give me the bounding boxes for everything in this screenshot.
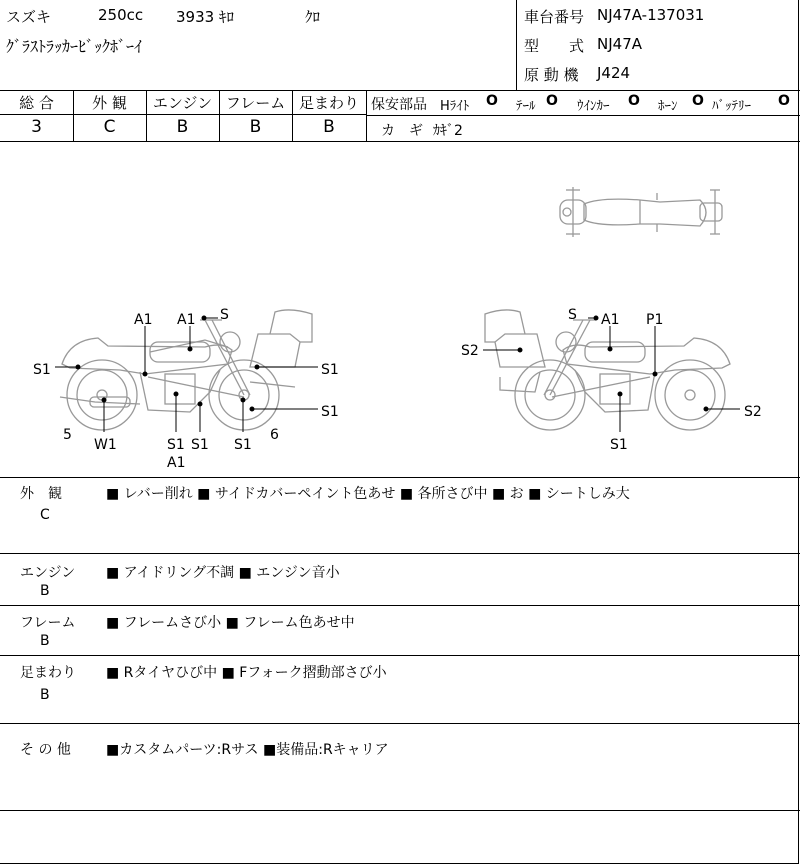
- safety-mark-horn: O: [692, 93, 704, 109]
- grade-value-overall: 3: [31, 117, 42, 137]
- grade-label-frame: フレーム: [225, 94, 286, 112]
- safety-item-battery: ﾊﾞｯﾃﾘｰ: [712, 99, 751, 114]
- note-label-engine: エンジン: [20, 565, 76, 581]
- note-grade-exterior: C: [40, 507, 50, 523]
- note-label-frame: フレーム: [20, 615, 76, 631]
- note-label-suspension: 足まわり: [20, 665, 76, 681]
- note-label-exterior: 外 観: [20, 486, 62, 502]
- note-grade-frame: B: [40, 633, 50, 649]
- diagram-label: 5: [63, 427, 72, 443]
- diagram-label: S: [568, 307, 577, 323]
- diagram-label: 6: [270, 427, 279, 443]
- diagram-label: S1: [610, 437, 628, 453]
- note-text-suspension: ■ Rタイヤひび中 ■ Fフォーク摺動部さび小: [106, 665, 387, 681]
- engine-label: 原 動 機: [524, 66, 579, 84]
- note-text-frame: ■ フレームさび小 ■ フレーム色あせ中: [106, 615, 355, 631]
- safety-mark-tail: O: [546, 93, 558, 109]
- note-label-other: そ の 他: [20, 742, 71, 758]
- diagram-label: P1: [646, 312, 664, 328]
- rule: [0, 553, 800, 554]
- diagram-label: S: [220, 307, 229, 323]
- diagram-label: S1: [191, 437, 209, 453]
- diagram-label: S1: [167, 437, 185, 453]
- safety-item-tail: ﾃｰﾙ: [516, 99, 536, 114]
- diagram-label: S1: [321, 362, 339, 378]
- grade-value-engine: B: [176, 117, 189, 137]
- rule: [366, 90, 367, 141]
- safety-mark-headlight: O: [486, 93, 498, 109]
- diagram-label: S2: [461, 343, 479, 359]
- note-text-exterior: ■ レバー削れ ■ サイドカバーペイント色あせ ■ 各所さび中 ■ お ■ シートしみ大: [106, 486, 630, 502]
- note-text-other: ■カスタムパーツ:Rサス ■装備品:Rキャリア: [106, 742, 389, 758]
- note-grade-suspension: B: [40, 687, 50, 703]
- safety-item-winker: ｳｲﾝｶｰ: [577, 99, 610, 114]
- grade-label-engine: エンジン: [152, 94, 213, 112]
- rule: [0, 114, 366, 115]
- rule: [0, 723, 800, 724]
- grade-label-exterior: 外 観: [92, 94, 127, 112]
- safety-mark-battery: O: [778, 93, 790, 109]
- rule: [366, 115, 800, 116]
- safety-mark-winker: O: [628, 93, 640, 109]
- rule: [0, 655, 800, 656]
- key-value: ｶｷﾞ2: [433, 123, 463, 139]
- rule: [0, 90, 800, 91]
- diagram-label: A1: [134, 312, 153, 328]
- safety-label: 保安部品: [371, 97, 427, 113]
- mileage: 3933 ｷﾛ: [176, 8, 234, 26]
- diagram-label: A1: [601, 312, 620, 328]
- safety-item-horn: ﾎｰﾝ: [658, 99, 678, 114]
- diagram-label: S1: [33, 362, 51, 378]
- grade-value-frame: B: [249, 117, 262, 137]
- header-divider: [516, 0, 517, 90]
- frame-no-label: 車台番号: [524, 8, 585, 26]
- diagram-label: A1: [167, 455, 186, 471]
- grade-value-exterior: C: [103, 117, 116, 137]
- rule: [0, 810, 800, 811]
- grade-value-suspension: B: [323, 117, 335, 137]
- type-label: 型 式: [524, 37, 585, 55]
- grade-label-overall: 総 合: [19, 94, 54, 112]
- note-text-engine: ■ アイドリング不調 ■ エンジン音小: [106, 565, 340, 581]
- diagram-label: W1: [94, 437, 117, 453]
- key-label: カ ギ: [381, 123, 423, 139]
- grade-label-suspension: 足まわり: [298, 94, 359, 112]
- rule: [0, 605, 800, 606]
- model-name: ｸﾞﾗｽﾄﾗｯｶｰﾋﾞｯｸﾎﾞｰｲ: [6, 37, 143, 56]
- maker: スズキ: [6, 8, 52, 26]
- engine-value: J424: [597, 64, 631, 82]
- displacement: 250cc: [98, 6, 144, 24]
- color: ｸﾛ: [305, 8, 321, 26]
- safety-item-headlight: Hﾗｲﾄ: [440, 99, 470, 114]
- bike-top-view: [560, 187, 722, 237]
- frame-no: NJ47A-137031: [597, 6, 705, 24]
- bike-diagram: [0, 142, 800, 477]
- diagram-label: S1: [234, 437, 252, 453]
- diagram-label: S2: [744, 404, 762, 420]
- diagram-label: A1: [177, 312, 196, 328]
- rule: [0, 477, 800, 478]
- diagram-label: S1: [321, 404, 339, 420]
- note-grade-engine: B: [40, 583, 50, 599]
- type-value: NJ47A: [597, 35, 642, 53]
